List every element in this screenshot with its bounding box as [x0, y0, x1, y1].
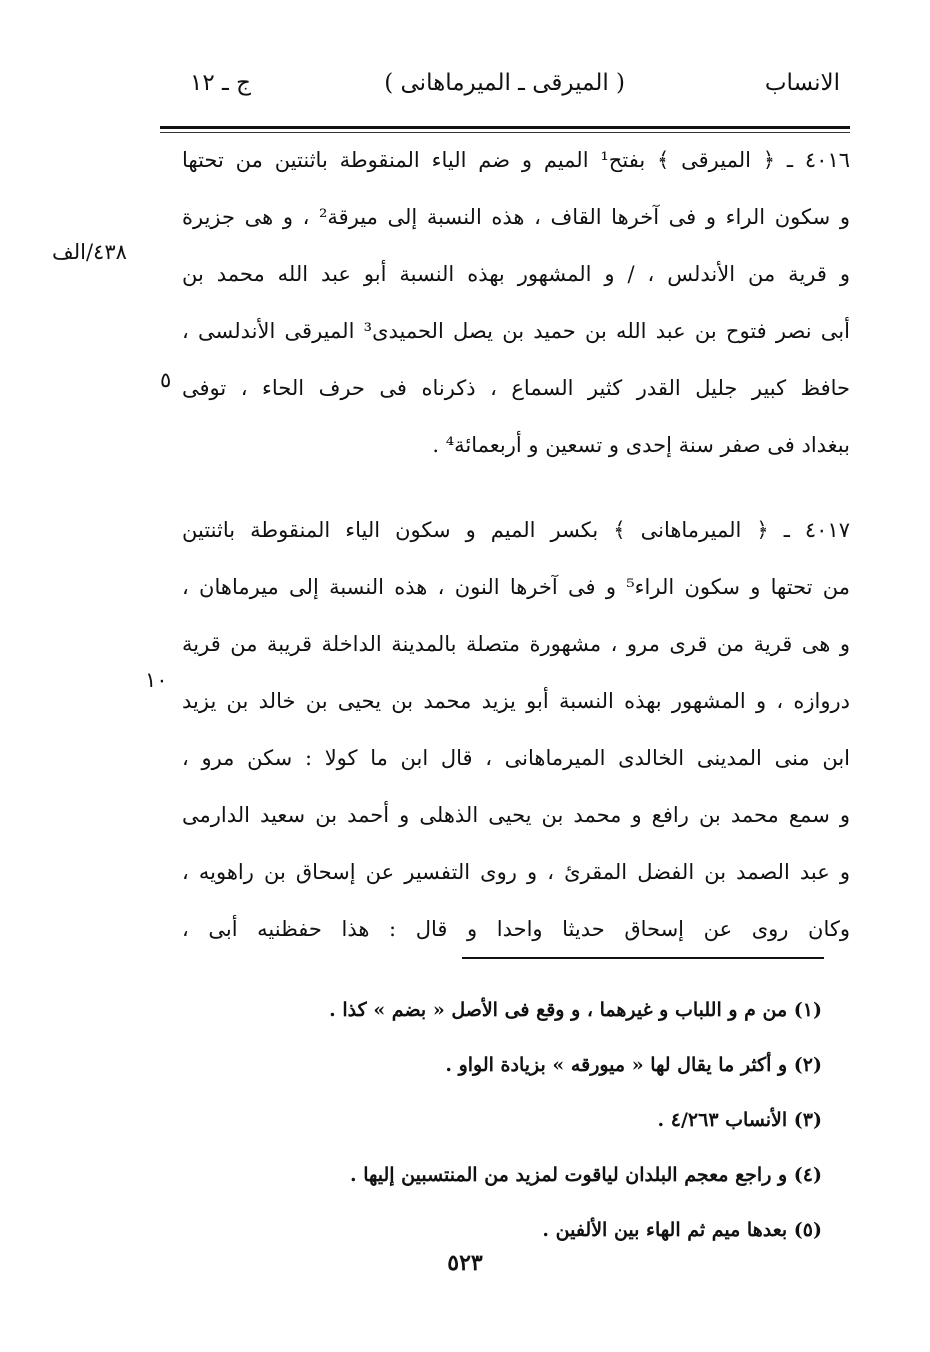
- text-line: وكان روى عن إسحاق حديثا واحدا و قال : هذا حفظنيه أبى ،: [182, 917, 850, 941]
- text-line: حافظ كبير جليل القدر كثير السماع ، ذكرناه فى حرف الحاء ، توفى: [182, 376, 850, 400]
- footnote-rule: [462, 957, 824, 959]
- text-line: أبى نصر فتوح بن عبد الله بن حميد بن يصل الحميدى³ الميرقى الأندلسى ،: [182, 319, 850, 343]
- text-line: من تحتها و سكون الراء⁵ و فى آخرها النون ، هذه النسبة إلى ميرماهان ،: [182, 575, 850, 599]
- text-line: ٤٠١٦ ـ ﴿ الميرقى ﴾ بفتح¹ الميم و ضم الياء المنقوطة باثنتين من تحتها: [182, 148, 851, 172]
- footnote-1: (١) من م و اللباب و غيرهما ، و وقع فى الأصل « بضم » كذا .: [329, 999, 822, 1021]
- footnote-5: (٥) بعدها ميم ثم الهاء بين الألفين .: [542, 1219, 822, 1241]
- line-number-5: ٥: [160, 368, 172, 392]
- entry-4017: [160, 502, 850, 958]
- folio-marker: ٤٣٨/الف: [52, 240, 127, 264]
- text-line: و قرية من الأندلس ، / و المشهور بهذه النسبة أبو عبد الله محمد بن: [182, 262, 850, 286]
- main-text: [160, 132, 850, 958]
- text-line: و هى قرية من قرى مرو ، مشهورة متصلة بالمدينة الداخلة قريبة من قرية: [182, 632, 850, 656]
- text-line: و سمع محمد بن رافع و محمد بن يحيى الذهلى و أحمد بن سعيد الدارمى: [182, 803, 851, 827]
- footnote-3: (٣) الأنساب ٤/٢٦٣ .: [657, 1109, 822, 1131]
- text-line: و سكون الراء و فى آخرها القاف ، هذه النسبة إلى ميرقة² ، و هى جزيرة: [182, 205, 850, 229]
- text-line: ببغداد فى صفر سنة إحدى و تسعين و أربعمائة⁴ .: [432, 433, 850, 457]
- footnote-4: (٤) و راجع معجم البلدان لياقوت لمزيد من المنتسبين إليها .: [349, 1164, 822, 1186]
- text-line: و عبد الصمد بن الفضل المقرئ ، و روى التفسير عن إسحاق بن راهويه ،: [182, 860, 850, 884]
- header-rule: [160, 126, 850, 129]
- header-subtitle: ( الميرقى ـ الميرماهانى ): [384, 70, 625, 96]
- running-header: [150, 70, 840, 114]
- text-line: ٤٠١٧ ـ ﴿ الميرماهانى ﴾ بكسر الميم و سكون الياء المنقوطة باثنتين: [182, 518, 850, 542]
- header-volume: ج ـ ١٢: [190, 70, 251, 96]
- header-title: الانساب: [764, 70, 840, 96]
- entry-4016: [160, 132, 850, 474]
- text-line: ابن منى المدينى الخالدى الميرماهانى ، قال ابن ما كولا : سكن مرو ،: [182, 746, 850, 770]
- entry-spacer: [160, 474, 850, 502]
- footnote-2: (٢) و أكثر ما يقال لها « ميورقه » بزيادة الواو .: [445, 1054, 822, 1076]
- text-line: دروازه ، و المشهور بهذه النسبة أبو يزيد محمد بن يحيى بن خالد بن يزيد: [182, 689, 850, 713]
- footnotes: [182, 990, 822, 1265]
- line-number-10: ١٠: [145, 668, 168, 692]
- page-number: ٥٢٣: [447, 1250, 483, 1276]
